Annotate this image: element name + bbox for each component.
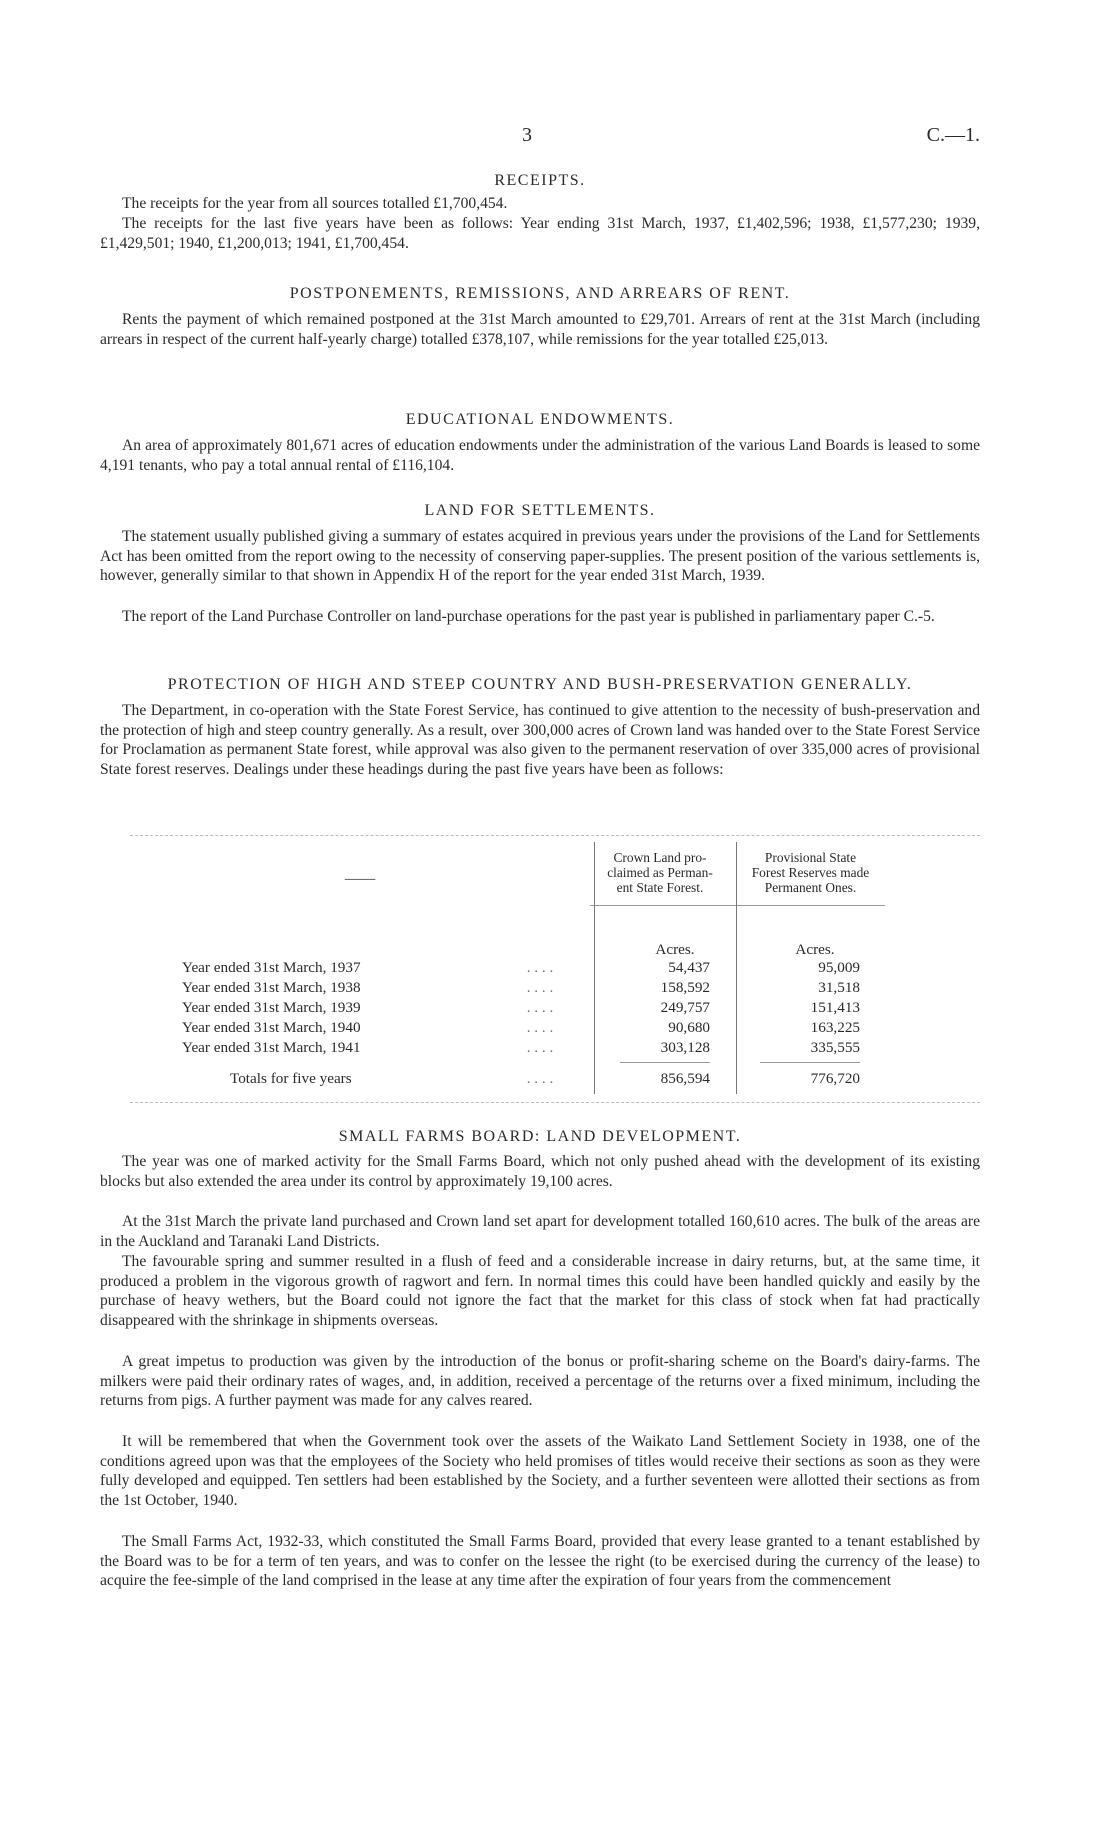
table-col1-header-line-1: Crown Land pro-: [613, 850, 707, 865]
table-row-label: Year ended 31st March, 1939: [182, 999, 361, 1016]
postponements-heading: POSTPONEMENTS, REMISSIONS, AND ARREARS OF RENT.: [289, 285, 791, 302]
educational-paragraph-1: An area of approximately 801,671 acres of education endowments under the administration of the various Land Boards is leased to some 4,191 tenants, who pay a total annual rental of £116,104.: [100, 437, 980, 474]
table-bottom-rule: [130, 1102, 980, 1103]
table-row-col2: 31,518: [818, 979, 860, 996]
small-farms-paragraph-3: The favourable spring and summer resulted in a flush of feed and a considerable increase in dairy returns, but, at the same time, it produced a problem in the vigorous growth of ragwort and fern. In normal times this could have been handled quickly and easily by the purchase of heavy wethers, but the Board could not ignore the fact that the market for this class of stock when fat had practically disappeared with the shrinkage in shipments overseas.: [100, 1253, 980, 1329]
table-row-col2: 151,413: [810, 999, 860, 1016]
table-sum-rule-col2: [760, 1062, 860, 1063]
page-header: [100, 124, 980, 154]
document-reference: C.—1.: [926, 124, 980, 146]
table-total-dots: . . . .: [526, 1070, 554, 1087]
small-farms-paragraph-5: It will be remembered that when the Government took over the assets of the Waikato Land Settlement Society in 1938, one of the conditions agreed upon was that the employees of the Society who held promises of titles would receive their sections as soon as they were fully developed and equipped. Ten settlers had been established by the Society, and a further seventeen were allotted their sections as from the 1st October, 1940.: [100, 1433, 980, 1509]
table-row-dots: . . . .: [526, 999, 554, 1016]
table-row-col2: 163,225: [810, 1019, 860, 1036]
table-header-rule: [590, 905, 885, 906]
table-row-dots: . . . .: [526, 979, 554, 996]
table-row-dots: . . . .: [526, 1019, 554, 1036]
table-row-col1: 54,437: [668, 959, 710, 976]
table-unit-col1: Acres.: [655, 941, 695, 958]
receipts-paragraph-1: The receipts for the year from all sources totalled £1,700,454.: [122, 195, 508, 212]
table-row-label: Year ended 31st March, 1940: [182, 1019, 361, 1036]
table-col1-header-line-2: claimed as Perman-: [607, 865, 713, 880]
small-farms-paragraph-2: At the 31st March the private land purchased and Crown land set apart for development totalled 160,610 acres. The bulk of the areas are in the Auckland and Taranaki Land Districts.: [100, 1213, 980, 1250]
table-top-rule: [130, 835, 980, 836]
receipts-heading: RECEIPTS.: [494, 172, 586, 189]
table-row-col1: 90,680: [668, 1019, 710, 1036]
table-vertical-rule-1: [594, 842, 595, 1094]
table-row-col1: 303,128: [660, 1039, 710, 1056]
small-farms-paragraph-4: A great impetus to production was given by the introduction of the bonus or profit-sharing scheme on the Board's dairy-farms. The milkers were paid their ordinary rates of wages, and, in addition, received a percentage of the returns over a fixed minimum, including the returns from pigs. A further payment was made for any calves reared.: [100, 1353, 980, 1410]
table-vertical-rule-2: [736, 842, 737, 1094]
table-col2-header-line-2: Forest Reserves made: [751, 865, 870, 880]
table-row-col1: 249,757: [660, 999, 710, 1016]
table-stub-header: ——: [344, 870, 376, 887]
land-settlements-paragraph-2: The report of the Land Purchase Controller on land-purchase operations for the past year is published in parliamentary paper C.-5.: [122, 608, 935, 625]
table-row-col1: 158,592: [660, 979, 710, 996]
receipts-paragraph-2: The receipts for the last five years have been as follows: Year ending 31st March, 1937, £1,402,596; 1938, £1,577,230; 1939, £1,429,501; 1940, £1,200,013; 1941, £1,700,454.: [100, 215, 980, 252]
table-row-dots: . . . .: [526, 959, 554, 976]
table-row-col2: 335,555: [810, 1039, 860, 1056]
table-col1-header: [590, 850, 730, 895]
land-settlements-paragraph-1: The statement usually published giving a summary of estates acquired in previous years under the provisions of the Land for Settlements Act has been omitted from the report owing to the necessity of conserving paper-supplies. The present position of the various settlements is, however, generally similar to that shown in Appendix H of the report for the year ended 31st March, 1939.: [100, 528, 980, 585]
postponements-paragraph-1: Rents the payment of which remained postponed at the 31st March amounted to £29,701. Arrears of rent at the 31st March (including arrears in respect of the current half-yearly charge) totalled £378,107, while remissions for the year totalled £25,013.: [100, 311, 980, 348]
table-total-col2: 776,720: [810, 1070, 860, 1087]
table-row-label: Year ended 31st March, 1937: [182, 959, 361, 976]
land-settlements-heading: LAND FOR SETTLEMENTS.: [424, 502, 656, 519]
table-total-col1: 856,594: [660, 1070, 710, 1087]
table-col1-header-line-3: ent State Forest.: [616, 880, 704, 895]
table-col2-header: [738, 850, 883, 895]
table-row-label: Year ended 31st March, 1938: [182, 979, 361, 996]
small-farms-paragraph-6: The Small Farms Act, 1932-33, which constituted the Small Farms Board, provided that every lease granted to a tenant established by the Board was to be for a term of ten years, and was to confer on the lessee the right (to be exercised during the currency of the lease) to acquire the fee-simple of the land comprised in the lease at any time after the expiration of four years from the commencement: [100, 1533, 980, 1590]
table-unit-col2: Acres.: [795, 941, 835, 958]
table-col2-header-line-1: Provisional State: [764, 850, 857, 865]
table-total-label: Totals for five years: [230, 1070, 352, 1087]
table-row-dots: . . . .: [526, 1039, 554, 1056]
table-col2-header-line-3: Permanent Ones.: [764, 880, 857, 895]
table-sum-rule-col1: [620, 1062, 710, 1063]
educational-heading: EDUCATIONAL ENDOWMENTS.: [405, 411, 675, 428]
protection-heading: PROTECTION OF HIGH AND STEEP COUNTRY AND BUSH-PRESERVATION GENERALLY.: [167, 676, 913, 693]
table-row-col2: 95,009: [818, 959, 860, 976]
protection-paragraph-1: The Department, in co-operation with the State Forest Service, has continued to give attention to the necessity of bush-preservation and the protection of high and steep country generally. As a result, over 300,000 acres of Crown land was handed over to the State Forest Service for Proclamation as permanent State forest, while approval was also given to the permanent reservation of over 335,000 acres of provisional State forest reserves. Dealings under these headings during the past five years have been as follows:: [100, 702, 980, 778]
page-number: 3: [522, 124, 532, 146]
small-farms-heading: SMALL FARMS BOARD: LAND DEVELOPMENT.: [338, 1128, 742, 1145]
small-farms-paragraph-1: The year was one of marked activity for the Small Farms Board, which not only pushed ahead with the development of its existing blocks but also extended the area under its control by approximately 19,100 acres.: [100, 1153, 980, 1190]
table-row-label: Year ended 31st March, 1941: [182, 1039, 361, 1056]
